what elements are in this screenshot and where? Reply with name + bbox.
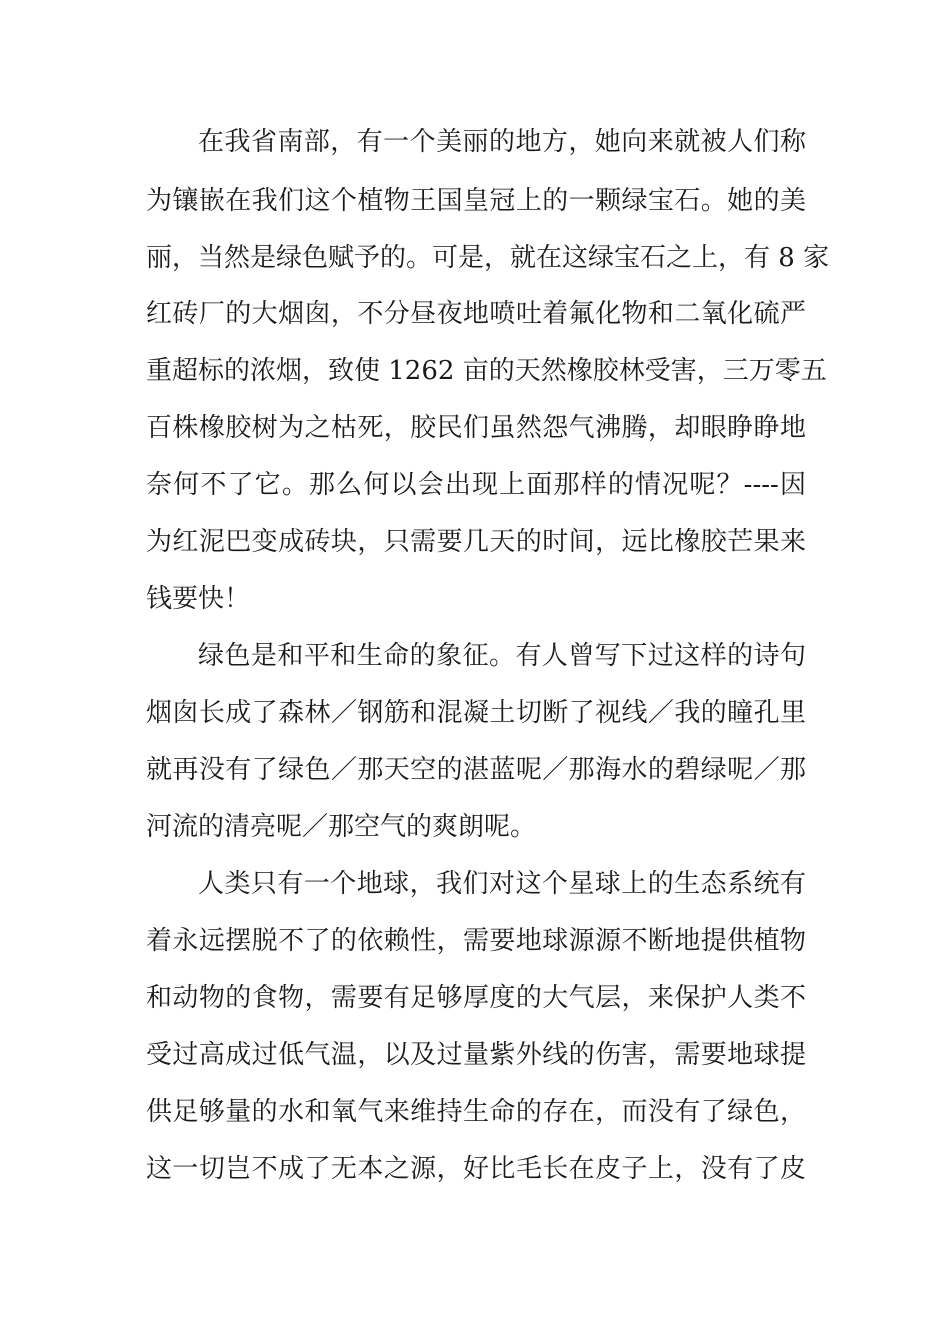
paragraph-1-line-5: 重超标的浓烟，致使 1262 亩的天然橡胶林受害，三万零五 [146,356,827,386]
paragraph-1-line-7: 奈何不了它。那么何以会出现上面那样的情况呢？----因 [146,470,806,500]
paragraph-3-line-2: 着永远摆脱不了的依赖性，需要地球源源不断地提供植物 [146,926,806,956]
paragraph-1-line-1: 在我省南部，有一个美丽的地方，她向来就被人们称 [198,127,806,157]
paragraph-3-line-4: 受过高成过低气温，以及过量紫外线的伤害，需要地球提 [146,1040,806,1070]
paragraph-1-line-3: 丽，当然是绿色赋予的。可是，就在这绿宝石之上，有 8 家 [146,243,830,273]
paragraph-2-line-1: 绿色是和平和生命的象征。有人曾写下过这样的诗句 [198,641,806,671]
paragraph-2-line-3: 就再没有了绿色／那天空的湛蓝呢／那海水的碧绿呢／那 [146,755,806,785]
paragraph-1-line-8: 为红泥巴变成砖块，只需要几天的时间，远比橡胶芒果来 [146,527,806,557]
paragraph-1-line-6: 百株橡胶树为之枯死，胶民们虽然怨气沸腾，却眼睁睁地 [146,413,806,443]
paragraph-1-line-2: 为镶嵌在我们这个植物王国皇冠上的一颗绿宝石。她的美 [146,186,806,216]
paragraph-3-line-3: 和动物的食物，需要有足够厚度的大气层，来保护人类不 [146,983,806,1013]
paragraph-2-line-4: 河流的清亮呢／那空气的爽朗呢。 [146,812,537,842]
paragraph-1-line-4: 红砖厂的大烟囱，不分昼夜地喷吐着氟化物和二氧化硫严 [146,299,806,329]
paragraph-1-line-9: 钱要快！ [146,584,251,614]
paragraph-3-line-5: 供足够量的水和氧气来维持生命的存在，而没有了绿色， [146,1097,806,1127]
paragraph-3-line-1: 人类只有一个地球，我们对这个星球上的生态系统有 [198,869,806,899]
paragraph-3-line-6: 这一切岂不成了无本之源，好比毛长在皮子上，没有了皮 [146,1154,806,1184]
paragraph-2-line-2: 烟囱长成了森林／钢筋和混凝土切断了视线／我的瞳孔里 [146,698,806,728]
